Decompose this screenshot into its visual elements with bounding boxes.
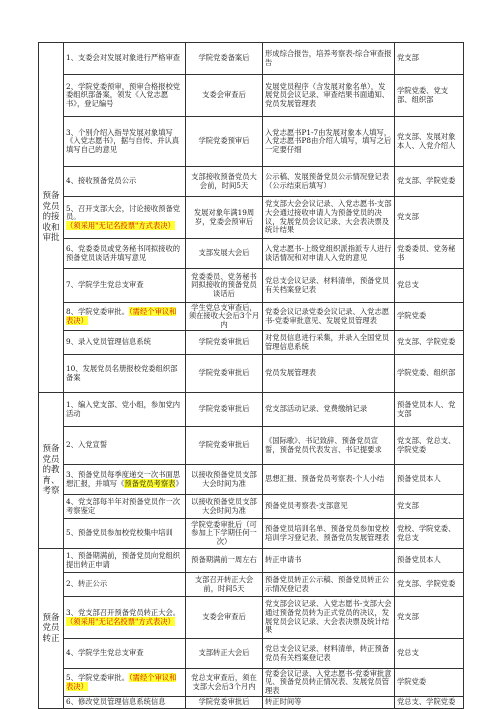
actor-cell: 党委委员、党务秘书 (395, 239, 464, 269)
actor-cell: 党校、学院党委、党总支 (395, 519, 464, 549)
time-cell: 以接收预备党员支部大会时间为准 (186, 495, 263, 519)
time-cell: 学院党委预审后 (186, 117, 263, 167)
actor-cell: 党总支 (395, 639, 464, 669)
time-cell: 党委委员、党务秘书同拟接收的预备党员谈话后 (186, 269, 263, 303)
record-cell: 预备党员培训名单、预备党员参加党校培训学习登记表、预备党员发展管理表 (263, 519, 395, 549)
actor-cell: 党支部、发展对象本人、入党介绍人 (395, 117, 464, 167)
actor-cell: 学院党委、党支部、组织部 (395, 75, 464, 117)
record-cell: 形成综合报告，培养考察表-综合审查报告 (263, 43, 395, 75)
stage-cell: 预备党员转正 (39, 549, 64, 709)
actor-cell: 党支部、学院党委 (395, 331, 464, 355)
record-cell: 预备党员考察表-支部意见 (263, 495, 395, 519)
record-cell: 《国际歌》、书记致辞、预备党员宣誓，预备党员代表发言、书记提要求 (263, 427, 395, 465)
time-cell: 支委会审查后 (186, 75, 263, 117)
step-cell: 8、学院党委审批。（需经个审议和表决） (64, 303, 186, 331)
step-cell: 6、党委委员或党务秘书同拟接收的预备党员谈话并填写意见 (64, 239, 186, 269)
highlight-note: （需经个审议和表决） (66, 306, 177, 325)
actor-cell: 学院党委 (395, 303, 464, 331)
record-cell: 预备党员转正公示稿、预备党员转正公示情况登记表 (263, 573, 395, 597)
record-cell: 党委会议记录、入党志愿书-党委审批意见、预备党员转正情况表、发展党员管理表 (263, 669, 395, 697)
step-cell: 2、转正公示 (64, 573, 186, 597)
step-cell: 7、学院学生党总支审查 (64, 269, 186, 303)
record-cell: 党支部大会会议记录、入党志愿书-支部大会通过接收申请人为预备党员的决议，发展党员会议记录、大会表决票及统计结果 (263, 197, 395, 239)
actor-cell: 党支部、学院党委 (395, 167, 464, 197)
actor-cell: 党总支 (395, 269, 464, 303)
actor-cell: 预备党员本人 (395, 465, 464, 495)
stage-cell: 预备党员的接收和审批 (39, 43, 64, 393)
record-cell: 党支部活动记录、党费缴纳记录 (263, 393, 395, 427)
time-cell: 支部接收预备党员大会前，时间5天 (186, 167, 263, 197)
procedure-table (38, 42, 464, 709)
step-cell: 5、召开支部大会，讨论接收预备党员。（须采用"无记名投票"方式表决） (64, 197, 186, 239)
actor-cell: 学院党委 (395, 669, 464, 697)
step-cell: 2、入党宣誓 (64, 427, 186, 465)
step-cell: 1、预备期满前，预备党员向党组织提出转正申请 (64, 549, 186, 573)
record-cell: 党委会议记录党委会议记录、入党志愿书-党委审批意见、发展党员管理表 (263, 303, 395, 331)
record-cell: 党员发展管理表 (263, 355, 395, 393)
step-cell: 9、录入党员管理信息系统 (64, 331, 186, 355)
time-cell: 学院党委审批后 (186, 331, 263, 355)
time-cell: 支部发展大会后 (186, 239, 263, 269)
time-cell: 党总支审查后，须在支部大会后3个月内 (186, 669, 263, 697)
actor-cell: 党支部、党总支、学院党委 (395, 427, 464, 465)
record-cell: 党总支会议记录、材料清单，转正预备党员有关档案登记表 (263, 639, 395, 669)
record-cell: 转正时间等 (263, 697, 395, 709)
highlight-note: （须采用"无记名投票"方式表决） (66, 616, 175, 626)
actor-cell: 党支部 (395, 495, 464, 519)
time-cell: 学院党委审批后 (186, 427, 263, 465)
step-cell: 4、党支部每半年对预备党员作一次考察鉴定 (64, 495, 186, 519)
step-cell: 5、预备党员参加校党校集中培训 (64, 519, 186, 549)
actor-cell: 党支部 (395, 197, 464, 239)
time-cell: 学生党总支审查后，须在接收大会后3个月内 (186, 303, 263, 331)
time-cell: 学院党委备案后 (186, 43, 263, 75)
record-cell: 发展党员程序（含发展对象名单），发展党员会议记录、审查结果书面通知、党员发展管理表 (263, 75, 395, 117)
step-cell: 1、支委会对发展对象进行严格审查 (64, 43, 186, 75)
time-cell: 学院党委审批后 (186, 697, 263, 709)
actor-cell: 预备党员本人 (395, 549, 464, 573)
actor-cell: 党支部 (395, 597, 464, 639)
actor-cell: 党总支、学院党委 (395, 697, 464, 709)
time-cell: 学院党委审批后（可参加上下学期任何一次） (186, 519, 263, 549)
record-cell: 党总支会议记录、材料清单，预备党员有关档案登记表 (263, 269, 395, 303)
highlight-note: 预备党员考察表 (124, 478, 176, 488)
actor-cell: 党支部 (395, 43, 464, 75)
highlight-note: （须采用"无记名投票"方式表决） (66, 220, 175, 230)
actor-cell: 预备党员本人、党支部 (395, 393, 464, 427)
actor-cell: 学院党委、组织部 (395, 355, 464, 393)
record-cell: 公示稿、发展预备党员公示情况登记表（公示结束后填写） (263, 167, 395, 197)
step-cell: 5、学院党委审批。（需经个审议和表决） (64, 669, 186, 697)
step-cell: 3、预备党员每季度递交一次书面思想汇报，并填写《预备党员考察表》 (64, 465, 186, 495)
step-cell: 4、接收预备党员公示 (64, 167, 186, 197)
step-cell: 3、个别介绍入指导发展对象填写《入党志愿书》，据与自传、并认真填写自己的意见 (64, 117, 186, 167)
stage-cell: 预备党员的教育、考察 (39, 393, 64, 549)
step-cell: 10、发展党员名册报校党委组织部备案 (64, 355, 186, 393)
record-cell: 对党员信息进行采集，并录入全国党员管理信息系统 (263, 331, 395, 355)
time-cell: 以接收预备党员支部大会时间为准 (186, 465, 263, 495)
time-cell: 学院党委审批后 (186, 393, 263, 427)
highlight-note: （需经个审议和表决） (66, 672, 177, 691)
time-cell: 支部转正大会后 (186, 639, 263, 669)
time-cell: 支委会审查后 (186, 597, 263, 639)
record-cell: 入党志愿书P1-7由发展对象本人填写，入党志愿书P8由介绍人填写，填写之后一定要仔细 (263, 117, 395, 167)
record-cell: 思想汇报、预备党员考察表-个人小结 (263, 465, 395, 495)
step-cell: 1、编入党支部、党小组，参加党内活动 (64, 393, 186, 427)
step-cell: 4、学院学生党总支审查 (64, 639, 186, 669)
time-cell: 发展对象年满19周岁，党委会预审后 (186, 197, 263, 239)
step-cell: 6、修改党员管理信息系统信息 (64, 697, 186, 709)
step-cell: 2、学院党委预审，预审合格报校党委组织部备案，领发《入党志愿书》，登记编号 (64, 75, 186, 117)
time-cell: 学院党委审批后 (186, 355, 263, 393)
record-cell: 党支部会议记录、入党志愿书-支部大会通过预备党员转为正式党员的决议，发展党员会议记录、大会表决票及统计结果 (263, 597, 395, 639)
actor-cell: 党支部、学院党委 (395, 573, 464, 597)
record-cell: 转正申请书 (263, 549, 395, 573)
time-cell: 支部召开转正大会前，时间5天 (186, 573, 263, 597)
record-cell: 入党志愿书-上级党组织派指派专人进行谈话情况和对申请人入党的意见 (263, 239, 395, 269)
step-cell: 3、党支部召开预备党员转正大会。（须采用"无记名投票"方式表决） (64, 597, 186, 639)
time-cell: 预备期满前一周左右 (186, 549, 263, 573)
